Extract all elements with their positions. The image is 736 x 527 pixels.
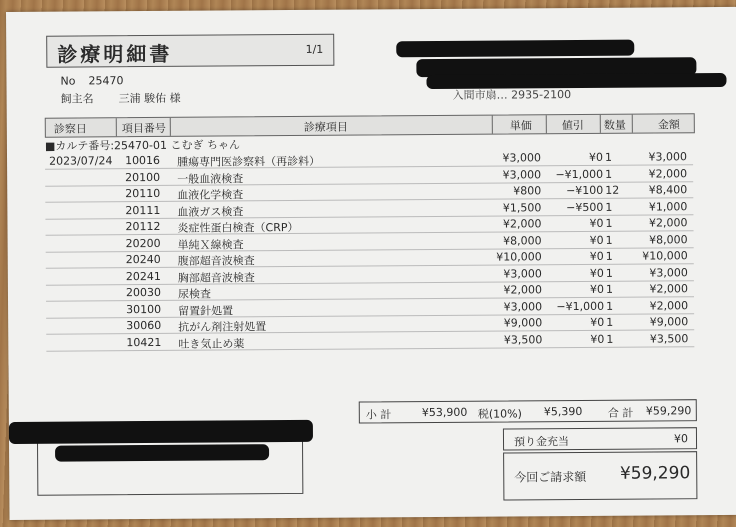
row-code: 20111 <box>125 203 161 217</box>
owner-label: 飼主名 <box>60 92 94 106</box>
row-item: 腫瘍専門医診察料（再診料） <box>177 154 321 169</box>
row-price: ¥8,000 <box>503 233 542 248</box>
row-discount: −¥500 <box>566 200 604 214</box>
title-box <box>46 34 334 68</box>
number-label: No <box>60 74 76 88</box>
row-date: 2023/07/24 <box>48 154 113 168</box>
row-qty: 1 <box>605 216 613 230</box>
row-code: 30060 <box>126 318 162 333</box>
row-amount: ¥8,000 <box>649 232 688 247</box>
row-qty: 1 <box>605 167 613 181</box>
row-qty: 1 <box>605 233 613 247</box>
column-header-item: 診療項目 <box>303 120 348 134</box>
row-qty: 1 <box>604 150 613 164</box>
column-header-code: 項目番号 <box>121 121 166 136</box>
table-row <box>46 330 694 352</box>
row-qty: 1 <box>605 249 613 263</box>
row-item: 炎症性蛋白検査（CRP） <box>177 220 299 235</box>
row-amount: ¥8,400 <box>648 183 688 197</box>
column-header-date: 診察日 <box>53 122 87 136</box>
row-price: ¥2,000 <box>503 283 542 297</box>
row-discount: ¥0 <box>589 282 604 296</box>
row-amount: ¥2,000 <box>649 282 688 296</box>
tax-value: ¥5,390 <box>543 404 583 419</box>
subtotal-label: 小 計 <box>365 408 392 422</box>
tax-label: 税(10%) <box>477 407 522 421</box>
deposit-label: 預り金充当 <box>513 435 570 449</box>
number-value: 25470 <box>88 74 124 88</box>
row-price: ¥3,000 <box>502 151 542 165</box>
row-amount: ¥3,000 <box>648 150 688 164</box>
column-header-qty: 数量 <box>603 118 626 132</box>
page-number: 1/1 <box>305 42 324 56</box>
row-amount: ¥10,000 <box>642 249 688 263</box>
invoice-document <box>6 7 736 520</box>
row-code: 30100 <box>126 302 162 316</box>
row-qty: 1 <box>606 315 614 329</box>
row-price: ¥2,000 <box>502 217 542 231</box>
row-item: 抗がん剤注射処置 <box>178 320 267 334</box>
total-value: ¥59,290 <box>645 404 692 418</box>
row-price: ¥800 <box>513 184 542 198</box>
row-discount: ¥0 <box>589 266 604 280</box>
column-header-price: 単価 <box>509 119 532 133</box>
row-code: 10016 <box>124 153 161 168</box>
row-price: ¥3,000 <box>503 299 543 314</box>
billed-box <box>503 451 697 500</box>
row-item: 血液化学検査 <box>177 188 244 202</box>
row-qty: 1 <box>605 282 613 296</box>
clinic-address-partial: 入間市扇… 2935-2100 <box>452 88 572 102</box>
row-price: ¥10,000 <box>496 250 542 264</box>
row-discount: −¥100 <box>565 183 604 198</box>
row-item: 単純Ｘ線検査 <box>177 237 244 252</box>
row-code: 10421 <box>126 335 162 349</box>
subtotal-value: ¥53,900 <box>421 405 468 420</box>
row-code: 20100 <box>125 170 161 184</box>
row-discount: −¥1,000 <box>555 167 604 181</box>
row-code: 20030 <box>125 285 162 300</box>
row-amount: ¥3,000 <box>649 265 688 280</box>
row-price: ¥3,000 <box>502 167 542 182</box>
row-item: 胸部超音波検査 <box>177 270 255 285</box>
row-item: 留置針処置 <box>178 303 234 318</box>
row-code: 20110 <box>125 186 161 201</box>
row-item: 血液ガス検査 <box>177 204 244 219</box>
redaction-bar <box>9 420 313 444</box>
row-price: ¥1,500 <box>502 200 542 215</box>
row-qty: 1 <box>606 299 614 313</box>
row-amount: ¥2,000 <box>648 216 688 230</box>
redaction-bar <box>396 40 634 58</box>
row-amount: ¥3,500 <box>649 331 689 346</box>
redaction-bar <box>426 73 726 89</box>
row-code: 20112 <box>125 219 161 234</box>
row-code: 20240 <box>125 252 161 267</box>
row-qty: 1 <box>605 200 613 214</box>
column-header-amount: 金額 <box>657 118 680 132</box>
row-code: 20200 <box>125 236 161 250</box>
row-amount: ¥9,000 <box>649 315 689 329</box>
row-price: ¥9,000 <box>503 316 543 330</box>
owner-name: 三浦 駿佑 様 <box>118 91 181 106</box>
totals-box <box>359 399 697 423</box>
karte-number: ■カルテ番号:25470-01 こむぎ ちゃん <box>44 138 241 153</box>
row-item: 吐き気止め薬 <box>178 336 245 351</box>
row-discount: ¥0 <box>590 332 605 346</box>
row-item: 腹部超音波検査 <box>177 254 255 268</box>
table-header <box>45 113 695 138</box>
row-item: 一般血液検査 <box>177 171 244 186</box>
total-label: 合 計 <box>607 406 634 420</box>
row-discount: ¥0 <box>589 216 604 230</box>
row-price: ¥3,500 <box>503 332 543 347</box>
row-discount: ¥0 <box>589 249 604 263</box>
row-item: 尿検査 <box>177 287 212 301</box>
billed-value: ¥59,290 <box>619 463 691 484</box>
row-price: ¥3,000 <box>503 266 542 281</box>
billed-label: 今回ご請求額 <box>514 469 587 485</box>
row-qty: 1 <box>606 332 614 346</box>
row-amount: ¥2,000 <box>648 166 688 181</box>
row-amount: ¥1,000 <box>648 199 688 214</box>
deposit-value: ¥0 <box>673 432 689 446</box>
row-code: 20241 <box>125 269 161 283</box>
deposit-box <box>503 427 697 450</box>
row-discount: ¥0 <box>590 315 605 329</box>
row-discount: ¥0 <box>588 150 604 164</box>
row-amount: ¥2,000 <box>649 298 689 313</box>
row-discount: −¥1,000 <box>556 299 605 313</box>
row-qty: 1 <box>605 266 613 280</box>
column-header-discount: 値引 <box>561 118 584 133</box>
row-qty: 12 <box>605 183 620 197</box>
redaction-bar <box>55 444 269 461</box>
row-discount: ¥0 <box>589 233 604 247</box>
document-title: 診療明細書 <box>57 41 173 67</box>
